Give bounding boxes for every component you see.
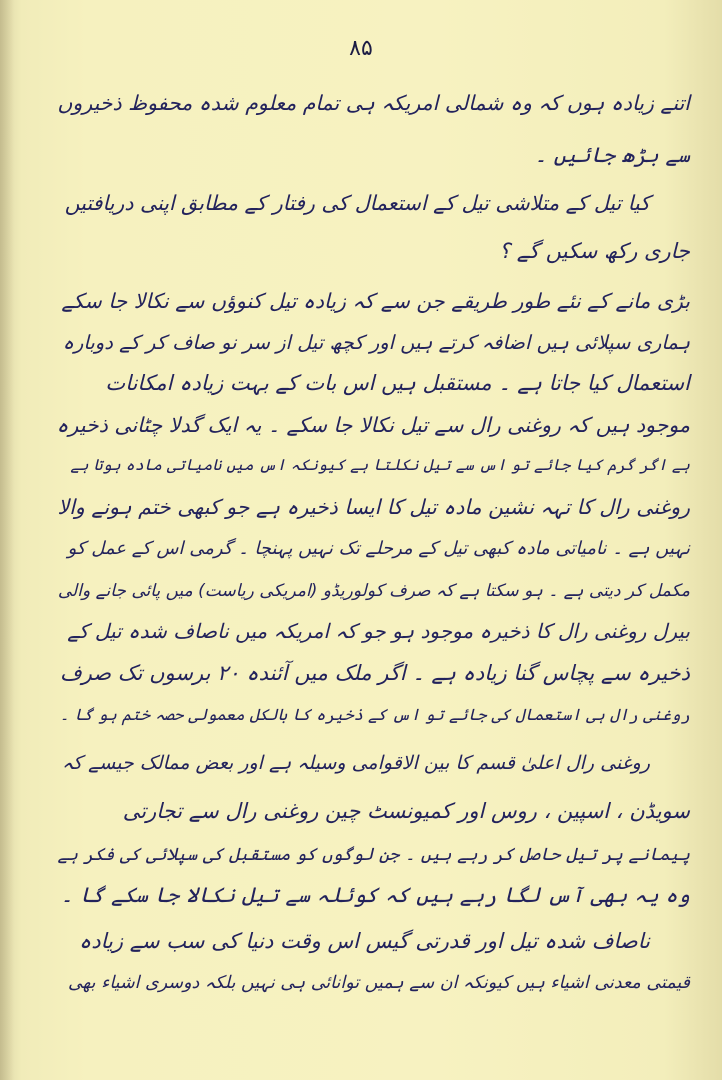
text-line: ناصاف شدہ تیل اور قدرتی گیس اس وقت دنیا کی سب سے زیادہ (79, 929, 650, 953)
text-line: کیا تیل کے متلاشی تیل کے استعمال کی رفتار کے مطابق اپنی دریافتیں (64, 191, 650, 215)
text-line: روغنی رال کا تہہ نشین مادہ تیل کا ایسا ذخیرہ ہے جو کبھی ختم ہونے والا (57, 495, 690, 519)
text-line: قیمتی معدنی اشیاء ہیں کیونکہ ان سے ہمیں توانائی ہی نہیں بلکہ دوسری اشیاء بھی (68, 973, 690, 993)
text-line: سے بڑھ جائیں ۔ (534, 143, 690, 167)
text-line: جاری رکھ سکیں گے ؟ (498, 239, 690, 263)
text-line: بڑی مانے کے نئے طور طریقے جن سے کہ زیادہ تیل کنوؤں سے نکالا جا سکے (61, 289, 690, 313)
text-line: بیرل روغنی رال کا ذخیرہ موجود ہو جو کہ امریکہ میں ناصاف شدہ تیل کے (67, 619, 690, 643)
text-line: مکمل کر دیتی ہے ۔ ہو سکتا ہے کہ صرف کولوریڈو (امریکی ریاست) میں پائی جانے والی (57, 581, 690, 601)
text-line: موجود ہیں کہ روغنی رال سے تیل نکالا جا سکے ۔ یہ ایک گدلا چٹانی ذخیرہ (56, 413, 690, 437)
text-line: ہماری سپلائی ہیں اضافہ کرتے ہیں اور کچھ تیل از سر نو صاف کر کے دوبارہ (62, 331, 690, 354)
text-line: سویڈن ، اسپین ، روس اور کمیونسٹ چین روغنی رال سے تجارتی (122, 799, 690, 823)
text-line: پیمانے پر تیل حاصل کر رہے ہیں ۔ جن لوگوں کو مستقبل کی سپلائی کی فکر ہے (57, 845, 690, 865)
text-line: ہے اگر گرم کیا جائے تو اس سے تیل نکلتا ہے کیونکہ اس میں نامیاتی مادہ ہوتا ہے (70, 456, 690, 474)
text-line: اتنے زیادہ ہوں کہ وہ شمالی امریکہ ہی تمام معلوم شدہ محفوظ ذخیروں (57, 91, 690, 115)
text-line: استعمال کیا جاتا ہے ۔ مستقبل ہیں اس بات کے بہت زیادہ امکانات (105, 371, 690, 395)
page-number: ۸۵ (349, 36, 373, 61)
text-line: وہ یہ بھی آس لگا رہے ہیں کہ کوئلہ سے تیل نکالا جا سکے گا ۔ (60, 883, 690, 907)
text-line: ذخیرہ سے پچاس گنا زیادہ ہے ۔ اگر ملک میں آئندہ ۲۰ برسوں تک صرف (59, 661, 690, 685)
text-line: روغنی رال ہی استعمال کی جائے تو اس کے ذخیرہ کا بالکل معمولی حصہ ختم ہو گا ۔ (59, 705, 690, 724)
text-line: روغنی رال اعلیٰ قسم کا بین الاقوامی وسیلہ ہے اور بعض ممالک جیسے کہ (61, 752, 650, 774)
page-spine-shadow (0, 0, 14, 1080)
text-line: نہیں ہے ۔ نامیاتی مادہ کبھی تیل کے مرحلے تک نہیں پہنچا ۔ گرمی اس کے عمل کو (67, 538, 690, 559)
